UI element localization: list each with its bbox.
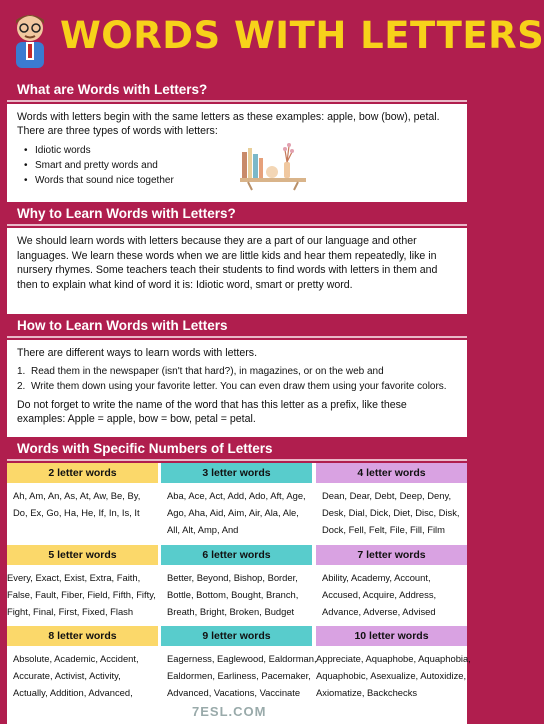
type-list	[17, 143, 457, 188]
word-group-4	[316, 463, 467, 538]
word-line: False, Fault, Fiber, Field, Fifth, Fifty,	[7, 589, 156, 600]
section-what-body	[7, 104, 467, 202]
word-line: All, Alt, Amp, And	[167, 524, 239, 535]
word-line: Advance, Adverse, Advised	[322, 606, 436, 617]
word-group-words	[316, 565, 467, 620]
word-group-words	[161, 646, 317, 701]
word-line: Aquaphobic, Asexualize, Autoxidize,	[316, 670, 467, 681]
section-specific-heading	[7, 437, 467, 461]
word-line: Dean, Dear, Debt, Deep, Deny,	[322, 490, 452, 501]
word-group-label: 10 letter words	[316, 626, 467, 646]
word-group-words	[316, 483, 467, 538]
word-group-words	[7, 483, 158, 521]
list-item	[17, 364, 457, 379]
word-line: Aba, Ace, Act, Add, Ado, Aft, Age,	[167, 490, 306, 501]
section-how-heading	[7, 314, 467, 338]
word-group-2	[7, 463, 158, 521]
word-group-8	[7, 626, 158, 701]
word-line: Actually, Addition, Advanced,	[13, 687, 133, 698]
section-what-intro: Words with letters begin with the same letters as these examples: apple, bow (bow), petal. There are three types of words with letters:	[17, 111, 440, 137]
word-group-10	[316, 626, 471, 701]
word-group-5	[7, 545, 158, 620]
word-line: Ago, Aha, Aid, Aim, Air, Ala, Ale,	[167, 507, 299, 518]
word-group-words	[161, 565, 312, 620]
word-group-label: 7 letter words	[316, 545, 467, 565]
section-why-body	[7, 228, 467, 314]
section-why-title: Why to Learn Words with Letters?	[17, 206, 236, 221]
section-why-heading	[7, 202, 467, 226]
word-group-3	[161, 463, 312, 538]
word-group-label: 9 letter words	[161, 626, 312, 646]
teacher-mascot-icon	[6, 10, 54, 72]
word-line: Eagerness, Eaglewood, Ealdorman,	[167, 653, 317, 664]
step-text: Read them in the newspaper (isn't that hard?), in magazines, or on the web and	[31, 366, 384, 377]
word-line: Breath, Bright, Broken, Budget	[167, 606, 295, 617]
word-group-label: 2 letter words	[7, 463, 158, 483]
word-group-words	[161, 483, 312, 538]
word-group-label: 3 letter words	[161, 463, 312, 483]
section-why-text: We should learn words with letters because they are a part of our language and other languages. We learn these words when we are little kids and hear them repeatedly, like in nursery rhymes. Some teachers teach their students to find words with letters in them and then to explain what kind of word it is: Idiotic word, smart or pretty word.	[17, 235, 438, 292]
word-line: Ability, Academy, Account,	[322, 572, 431, 583]
section-how-intro: There are different ways to learn words with letters.	[17, 347, 258, 359]
section-what-heading	[7, 78, 467, 102]
section-how-title: How to Learn Words with Letters	[17, 318, 228, 333]
word-line: Axiomatize, Backchecks	[316, 687, 418, 698]
header	[0, 0, 544, 78]
list-item: • Idiotic words	[17, 143, 457, 158]
word-group-9	[161, 626, 317, 701]
word-group-label: 5 letter words	[7, 545, 158, 565]
word-line: Accurate, Activist, Activity,	[13, 670, 121, 681]
step-text: Write them down using your favorite letter. You can even draw them using your favorite colors.	[31, 381, 447, 392]
section-how-body	[7, 340, 467, 437]
word-group-label: 8 letter words	[7, 626, 158, 646]
word-line: Desk, Dial, Dick, Diet, Disc, Disk,	[322, 507, 460, 518]
page-title: WORDS WITH LETTERS	[60, 14, 544, 57]
list-item	[17, 379, 457, 394]
section-specific-title: Words with Specific Numbers of Letters	[17, 441, 273, 456]
word-group-label: 4 letter words	[316, 463, 467, 483]
word-group-6	[161, 545, 312, 620]
word-line: Ealdormen, Earliness, Pacemaker,	[167, 670, 311, 681]
step-list	[17, 364, 457, 394]
list-item: • Smart and pretty words and	[17, 158, 457, 173]
step-number: 2.	[17, 381, 26, 392]
word-group-words	[316, 646, 471, 701]
word-line: Every, Exact, Exist, Extra, Faith,	[7, 572, 141, 583]
list-item: • Words that sound nice together	[17, 173, 457, 188]
section-what-title: What are Words with Letters?	[17, 82, 208, 97]
word-group-words	[7, 565, 158, 620]
word-line: Dock, Fell, Felt, File, Fill, Film	[322, 524, 445, 535]
section-how-note: Do not forget to write the name of the word that has this letter as a prefix, like these examples: Apple = apple, bow = bow, petal = petal.	[17, 399, 407, 425]
word-line: Do, Ex, Go, Ha, He, If, In, Is, It	[13, 507, 140, 518]
word-line: Fight, Final, First, Fixed, Flash	[7, 606, 134, 617]
word-grid	[7, 463, 471, 724]
step-number: 1.	[17, 366, 26, 377]
word-group-7	[316, 545, 467, 620]
word-line: Advanced, Vacations, Vaccinate	[167, 687, 301, 698]
site-watermark: 7ESL.COM	[192, 704, 267, 719]
word-line: Bottle, Bottom, Bought, Branch,	[167, 589, 299, 600]
word-line: Accused, Acquire, Address,	[322, 589, 437, 600]
bookshelf-icon	[238, 140, 310, 192]
word-group-label: 6 letter words	[161, 545, 312, 565]
word-group-words	[7, 646, 158, 701]
word-line: Ah, Am, An, As, At, Aw, Be, By,	[13, 490, 141, 501]
word-line: Better, Beyond, Bishop, Border,	[167, 572, 298, 583]
word-line: Absolute, Academic, Accident,	[13, 653, 139, 664]
word-line: Appreciate, Aquaphobe, Aquaphobia,	[316, 653, 471, 664]
